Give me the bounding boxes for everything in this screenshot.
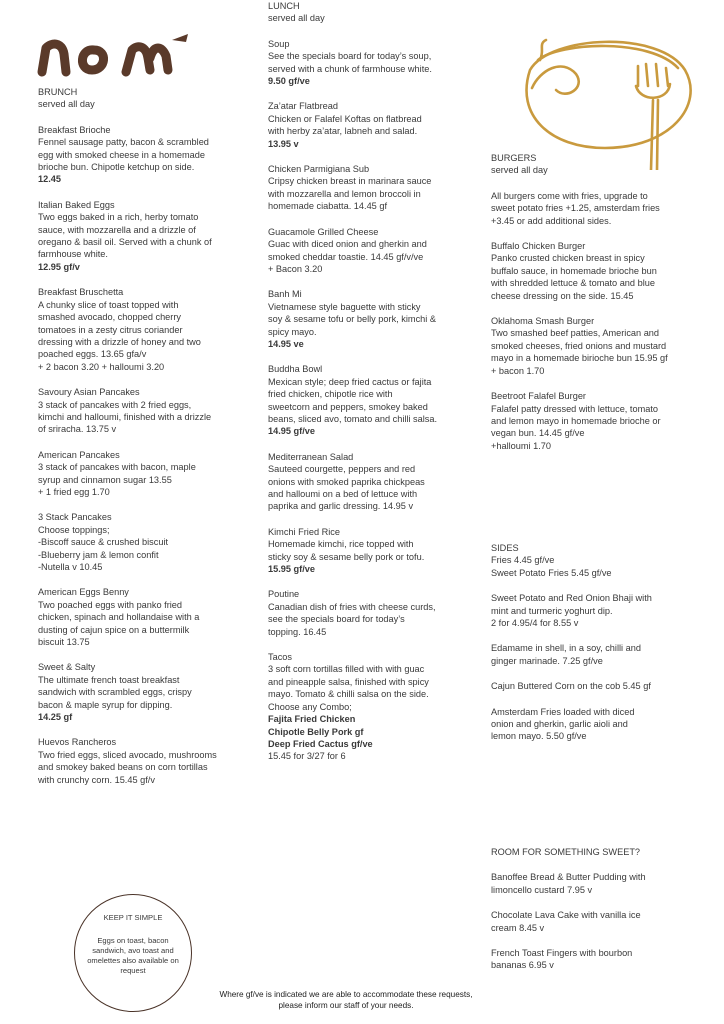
menu-item-name: Huevos Rancheros: [38, 737, 117, 748]
menu-item-name: Guacamole Grilled Cheese: [268, 226, 379, 237]
sweet-column: [491, 846, 691, 985]
sides-column: [491, 542, 691, 756]
menu-item-name: Banh Mi: [268, 289, 302, 300]
menu-item-description: A chunky slice of toast topped with smashed avocado, chopped cherry tomatoes in a zesty citrus coriander dressing with a drizzle of honey and two poached eggs. 13.65 gfa/v: [38, 299, 201, 360]
lunch-title: LUNCH: [268, 1, 300, 11]
menu-item-price: 9.50 gf/ve: [268, 76, 310, 87]
menu-item-description: Two smashed beef patties, American and smoked cheeses, fried onions and mustard mayo in a homemade birioche bun 15.95 gf: [491, 328, 668, 364]
menu-item-name: Soup: [268, 38, 290, 49]
menu-item: [491, 240, 691, 302]
menu-item: [38, 511, 228, 573]
menu-item-description: 3 stack of pancakes with bacon, maple syrup and cinnamon sugar 13.55: [38, 462, 196, 485]
taco-combo-price: 15.45 for 3/27 for 6: [268, 751, 346, 762]
lunch-column: [268, 0, 458, 776]
brunch-subtitle: served all day: [38, 99, 95, 110]
menu-item-name: Sweet & Salty: [38, 662, 96, 673]
nom-logo: [28, 28, 198, 84]
sides-item: Fries 4.45 gf/ve Sweet Potato Fries 5.45 gf/ve: [491, 555, 612, 578]
menu-item: [491, 315, 691, 377]
sweet-item: Chocolate Lava Cake with vanilla ice cream 8.45 v: [491, 910, 641, 933]
taco-combo-option: Chipotle Belly Pork gf: [268, 726, 364, 737]
burgers-intro: All burgers come with fries, upgrade to sweet potato fries +1.25, amsterdam fries +3.45 or add additional sides.: [491, 190, 660, 226]
menu-item-description: Guac with diced onion and gherkin and smoked cheddar toastie. 14.45 gf/v/ve: [268, 239, 427, 262]
menu-item-name: Poutine: [268, 589, 300, 600]
menu-item-description: Cripsy chicken breast in marinara sauce with mozzarella and lemon broccoli in homemade ciabatta. 14.45 gf: [268, 176, 432, 212]
menu-item: [268, 226, 458, 276]
keep-it-simple-title: KEEP IT SIMPLE: [103, 913, 163, 922]
menu-item-name: Buddha Bowl: [268, 364, 323, 375]
menu-item: [38, 199, 228, 273]
menu-item-name: Mediterranean Salad: [268, 451, 354, 462]
menu-item-name: Breakfast Bruschetta: [38, 287, 124, 298]
menu-item-description: Vietnamese style baguette with sticky soy & sesame tofu or belly pork, kimchi & spicy mayo.: [268, 301, 436, 337]
lunch-subtitle: served all day: [268, 13, 325, 24]
sweet-item: French Toast Fingers with bourbon bananas 6.95 v: [491, 948, 633, 971]
sides-item: Edamame in shell, in a soy, chilli and ginger marinade. 7.25 gf/ve: [491, 643, 641, 666]
menu-item-name: Kimchi Fried Rice: [268, 526, 340, 537]
fork-plate-logo: [510, 30, 700, 170]
menu-item: [268, 38, 458, 88]
menu-item-description: Canadian dish of fries with cheese curds, see the specials board for today’s topping. 16.45: [268, 601, 436, 637]
menu-item: [268, 363, 458, 437]
menu-item-name: Tacos: [268, 652, 292, 663]
menu-item-addon: + 1 fried egg 1.70: [38, 486, 110, 497]
menu-item-price: 12.45: [38, 174, 61, 185]
menu-item-name: 3 Stack Pancakes: [38, 512, 112, 523]
dietary-footer-note: Where gf/ve is indicated we are able to accommodate these requests, please inform our staff of your needs.: [219, 990, 473, 1010]
menu-item-price: 12.95 gf/v: [38, 261, 80, 272]
menu-item-name: Beetroot Falafel Burger: [491, 391, 586, 402]
menu-item: [268, 100, 458, 150]
menu-item-description: Two fried eggs, sliced avocado, mushrooms and smokey baked beans on corn tortillas with crunchy corn. 15.45 gf/v: [38, 749, 217, 785]
menu-item-description: Mexican style; deep fried cactus or fajita fried chicken, chipotle rice with sweetcorn and peppers, smokey baked beans, sliced avo, tomato and chilli salsa.: [268, 376, 438, 424]
menu-item-name: Buffalo Chicken Burger: [491, 241, 586, 252]
keep-it-simple-text: Eggs on toast, bacon sandwich, avo toast and omelettes also available on request: [87, 936, 179, 975]
menu-item-name: Chicken Parmigiana Sub: [268, 164, 370, 175]
menu-item-name: Za’atar Flatbread: [268, 101, 338, 112]
menu-item: [268, 526, 458, 576]
menu-item-description: 3 stack of pancakes with 2 fried eggs, kimchi and halloumi, finished with a drizzle of sriracha. 13.75 v: [38, 399, 212, 435]
menu-item-description: Panko crusted chicken breast in spicy buffalo sauce, in homemade brioche bun with shredded lettuce & tomato and blue cheese dressing on the side. 15.45: [491, 253, 657, 301]
menu-item-price: 14.95 ve: [268, 338, 304, 349]
sweet-item: Banoffee Bread & Butter Pudding with limoncello custard 7.95 v: [491, 872, 646, 895]
menu-item: [268, 588, 458, 638]
brunch-column: [38, 86, 228, 799]
menu-item-name: Breakfast Brioche: [38, 124, 111, 135]
menu-item-description: Falafel patty dressed with lettuce, tomato and lemon mayo in homemade brioche or vegan bun. 14.45 gf/ve: [491, 403, 661, 439]
menu-item-description: 3 soft corn tortillas filled with with guac and pineapple salsa, finished with spicy mayo. Tomato & chilli salsa on the side. Choose any Combo;: [268, 664, 429, 712]
menu-item-description: Fennel sausage patty, bacon & scrambled egg with smoked cheese in a homemade brioche bun. Chipotle ketchup on side.: [38, 137, 209, 173]
sides-item: Cajun Buttered Corn on the cob 5.45 gf: [491, 681, 651, 692]
menu-item-price: 13.95 v: [268, 138, 299, 149]
menu-item-addon: +halloumi 1.70: [491, 440, 552, 451]
menu-item: [268, 288, 458, 350]
sweet-title: ROOM FOR SOMETHING SWEET?: [491, 847, 641, 857]
menu-item-description: See the specials board for today’s soup, served with a chunk of farmhouse white.: [268, 51, 432, 74]
burgers-subtitle: served all day: [491, 165, 548, 176]
menu-item-description: Two poached eggs with panko fried chicken, spinach and hollandaise with a dusting of cajun spice on a buttermilk biscuit 13.75: [38, 599, 200, 648]
taco-combo-option: Fajita Fried Chicken: [268, 714, 356, 725]
sides-item: Amsterdam Fries loaded with diced onion and gherkin, garlic aioli and lemon mayo. 5.50 gf/ve: [491, 706, 635, 742]
taco-combo-option: Deep Fried Cactus gf/ve: [268, 738, 373, 749]
menu-item-name: American Eggs Benny: [38, 587, 129, 598]
menu-item-name: Oklahoma Smash Burger: [491, 316, 595, 327]
menu-item-description: Two eggs baked in a rich, herby tomato sauce, with mozzarella and a drizzle of oregano & basil oil. Served with a chunk of farmhouse white.: [38, 212, 212, 260]
menu-item-name: Italian Baked Eggs: [38, 199, 115, 210]
menu-item: [268, 651, 458, 763]
menu-item: [491, 390, 691, 452]
menu-item: [38, 586, 228, 648]
sides-item: Sweet Potato and Red Onion Bhaji with mint and turmeric yoghurt dip. 2 for 4.95/4 for 8.55 v: [491, 593, 652, 629]
menu-item-price: 15.95 gf/ve: [268, 564, 315, 575]
menu-item: [38, 124, 228, 186]
menu-item-name: Savoury Asian Pancakes: [38, 387, 140, 398]
brunch-title: BRUNCH: [38, 87, 78, 97]
menu-item: [38, 736, 228, 786]
menu-item-price: 14.95 gf/ve: [268, 426, 315, 437]
burgers-title: BURGERS: [491, 153, 537, 163]
menu-item-addon: + 2 bacon 3.20 + halloumi 3.20: [38, 361, 165, 372]
menu-item: [268, 451, 458, 513]
menu-item-addon: + Bacon 3.20: [268, 263, 323, 274]
menu-item: [38, 661, 228, 723]
menu-item-description: Chicken or Falafel Koftas on flatbread with herby za’atar, labneh and salad.: [268, 113, 422, 137]
menu-item-name: American Pancakes: [38, 449, 120, 460]
menu-item: [268, 163, 458, 213]
sides-title: SIDES: [491, 543, 519, 553]
menu-item: [38, 286, 228, 373]
menu-item-addon: + bacon 1.70: [491, 365, 545, 376]
menu-item-description: Sauteed courgette, peppers and red onions with smoked paprika chickpeas and halloumi on a bed of lettuce with paprika and garlic dressing. 14.95 v: [268, 464, 425, 512]
menu-item-price: 14.25 gf: [38, 712, 73, 723]
menu-item-description: The ultimate french toast breakfast sandwich with scrambled eggs, crispy bacon & maple syrup for dipping.: [38, 674, 192, 710]
menu-item: [38, 449, 228, 499]
menu-item: [38, 386, 228, 436]
menu-item-description: Homemade kimchi, rice topped with sticky soy & sesame belly pork or tofu.: [268, 539, 425, 562]
keep-it-simple-badge: [74, 894, 192, 1012]
menu-item-description: Choose toppings; -Biscoff sauce & crushed biscuit -Blueberry jam & lemon confit -Nutella v 10.45: [38, 524, 169, 572]
burgers-column: [491, 152, 691, 465]
